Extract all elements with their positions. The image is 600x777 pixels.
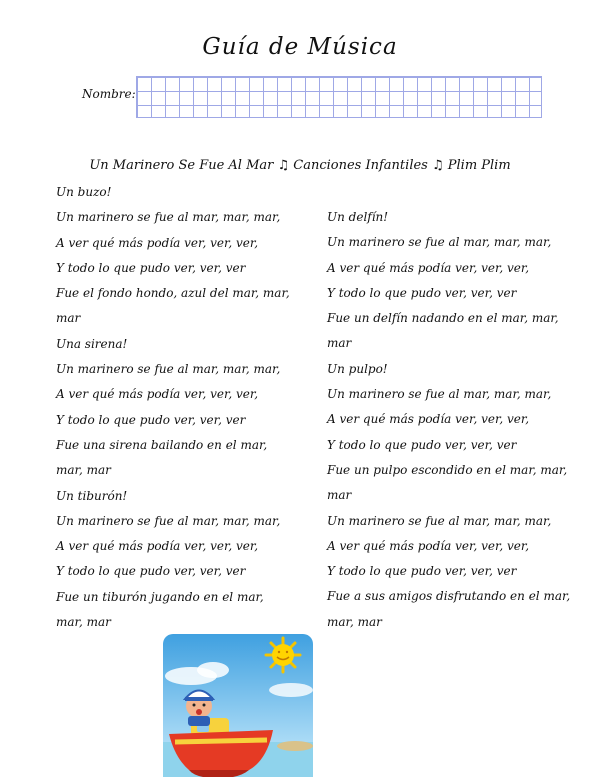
lyric-line: mar: [327, 336, 352, 351]
name-label: Nombre:: [82, 87, 136, 101]
lyric-line: Fue un tiburón jugando en el mar,: [56, 589, 264, 604]
lyric-line: mar, mar: [327, 614, 382, 629]
lyric-line: Fue un delfín nadando en el mar, mar,: [327, 311, 559, 326]
sun-icon: [266, 638, 300, 672]
lyric-line: Un marinero se fue al mar, mar, mar,: [56, 513, 281, 528]
lyric-line: mar, mar: [56, 615, 111, 630]
page-title: Guía de Música: [202, 34, 398, 60]
lyrics-left-column: [56, 180, 321, 635]
lyric-line: Un marinero se fue al mar, mar, mar,: [327, 387, 552, 402]
lyric-line: mar, mar: [56, 463, 111, 478]
lyric-line: Un marinero se fue al mar, mar, mar,: [56, 362, 281, 377]
lyric-line: Y todo lo que pudo ver, ver, ver: [327, 437, 517, 452]
cloud-shape: [197, 662, 229, 678]
sailor-icon: [185, 691, 213, 727]
lyric-line: A ver qué más podía ver, ver, ver,: [327, 412, 530, 427]
lyric-line: Y todo lo que pudo ver, ver, ver: [327, 285, 517, 300]
sailor-boat-illustration: [163, 634, 313, 777]
lyric-line: A ver qué más podía ver, ver, ver,: [327, 538, 530, 553]
lyric-line: Un delfín!: [327, 210, 389, 224]
name-row: [82, 76, 482, 118]
lyric-line: A ver qué más podía ver, ver, ver,: [56, 539, 259, 554]
lyric-line: Y todo lo que pudo ver, ver, ver: [327, 564, 517, 579]
lyric-line: A ver qué más podía ver, ver, ver,: [56, 387, 259, 402]
lyric-line: Un buzo!: [56, 185, 112, 199]
lyric-line: Fue a sus amigos disfrutando en el mar,: [327, 589, 571, 604]
lyric-line: Y todo lo que pudo ver, ver, ver: [56, 260, 246, 275]
lyric-line: Fue una sirena bailando en el mar,: [56, 437, 268, 452]
lyric-line: Una sirena!: [56, 336, 128, 351]
lyric-line: Un marinero se fue al mar, mar, mar,: [327, 235, 552, 250]
lyric-line: Fue un pulpo escondido en el mar, mar,: [327, 462, 568, 477]
name-grid-field[interactable]: [136, 76, 542, 118]
lyric-line: Un marinero se fue al mar, mar, mar,: [327, 513, 552, 528]
lyric-line: Y todo lo que pudo ver, ver, ver: [56, 564, 246, 579]
lyric-line: Fue el fondo hondo, azul del mar, mar,: [56, 286, 290, 301]
lyric-line: Y todo lo que pudo ver, ver, ver: [56, 412, 246, 427]
lyric-line: Un tiburón!: [56, 488, 128, 503]
lyric-line: mar: [56, 311, 81, 326]
song-subtitle: Un Marinero Se Fue Al Mar ♫ Canciones Infantiles ♫ Plim Plim: [89, 158, 511, 173]
lyric-line: mar: [327, 488, 352, 503]
lyric-line: Un marinero se fue al mar, mar, mar,: [56, 210, 281, 225]
lyrics-right-column: [327, 205, 592, 635]
island-shape: [277, 741, 313, 751]
cloud-shape: [269, 683, 313, 697]
lyric-line: A ver qué más podía ver, ver, ver,: [327, 260, 530, 275]
lyric-line: Un pulpo!: [327, 361, 388, 376]
lyric-line: A ver qué más podía ver, ver, ver,: [56, 235, 259, 250]
